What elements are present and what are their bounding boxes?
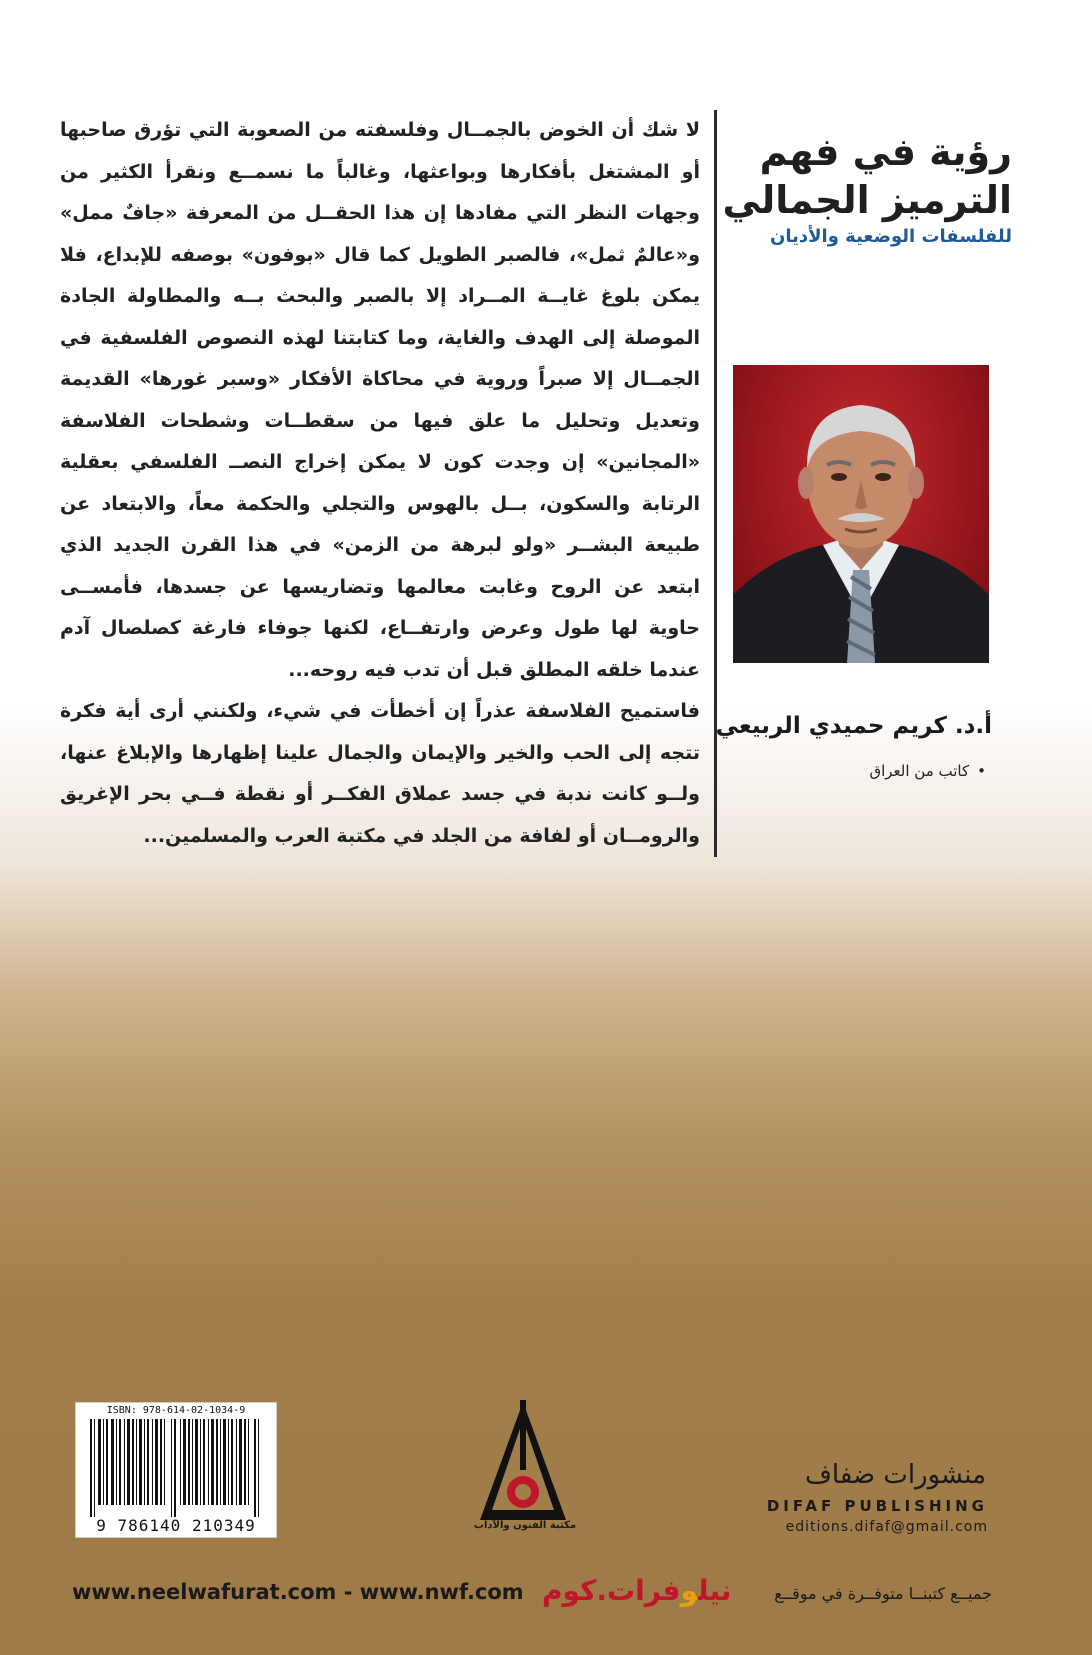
author-portrait-image [733,365,989,663]
publisher-logo-label: مكتبة الفنون والآداب [473,1520,577,1531]
author-origin-text: كاتب من العراق [869,762,970,780]
book-title-line2: الترميز الجمالي [722,178,1012,222]
brand-part-1: نيل [698,1574,732,1607]
book-title-line1: رؤية في فهم [759,130,1012,174]
blurb-text [60,110,717,857]
book-subtitle: للفلسفات الوضعية والأديان [770,226,1012,247]
isbn-barcode [75,1402,277,1538]
isbn-label: ISBN: 978-614-02-1034-9 [106,1405,246,1416]
author-photo [733,365,989,663]
author-origin [869,762,986,780]
publisher-triangle-logo [478,1400,568,1540]
publisher-english-name: DIFAF PUBLISHING [766,1497,988,1515]
brand-part-3: فرات.كوم [542,1574,681,1607]
footer-brand-logo [542,1574,731,1607]
isbn-digits: 9 786140 210349 [96,1516,256,1535]
brand-part-2: و [680,1574,699,1607]
footer [72,1576,992,1612]
bullet-icon: • [977,762,986,780]
publisher-arabic-name: منشورات ضفاف [804,1460,986,1490]
blurb-paragraph-2: فاستميح الفلاسفة عذراً إن أخطأت في شيء، ولكنني أرى أية فكرة تتجه إلى الحب والخير والإيمان والجمال علينا إظهارها والإبلاغ عنها، ولــو كانت ندبة في جسد عملاق الفكــر أو نقطة فــي بحر الإغريق والرومــان أو لفافة من الجلد في مكتبة العرب والمسلمين... [60,700,700,847]
blurb-paragraph-1: لا شك أن الخوض بالجمــال وفلسفته من الصعوبة التي تؤرق صاحبها أو المشتغل بأفكارها وبواعثها، وغالباً ما نسمــع ونقرأ الكثير من وجهات النظر التي مفادها إن هذا الحقــل من المعرفة «جافٌ ممل» و«عالمٌ ثمل»، فالصبر الطويل كما قال «بوفون» بوصفه للإبداع، فلا يمكن بلوغ غايــة المــراد إلا بالصبر والبحث بــه والمطاولة الجادة الموصلة إلى الهدف والغاية، وما كتابتنا لهذه النصوص الفلسفية في الجمــال إلا صبراً وروية في محاكاة الأفكار «وسبر غورها» القديمة وتعديل وتحليل ما علق فيها من سقطــات وشطحات الفلاسفة «المجانين» إن وجدت كون لا يمكن إخراج النصــ الفلسفي بعقلية الرتابة والسكون، بــل بالهوس والتجلي والحكمة معاً، والابتعاد عن طبيعة البشــر «ولو لبرهة من الزمن» في هذا القرن الجديد الذي ابتعد عن الروح وغابت معالمها وتضاريسها عن جسدها، فأمســى حاوية لها طول وعرض وارتفــاع، لكنها جوفاء فارغة كصلصال آدم عندما خلقه المطلق قبل أن تدب فيه روحه... [60,119,700,681]
footer-availability-note: جميــع كتبنــا متوفــرة في موقــع [774,1584,992,1603]
book-title-block [712,128,1012,247]
footer-urls: www.neelwafurat.com - www.nwf.com [72,1580,524,1604]
author-name: أ.د. كريم حميدي الربيعي [715,713,992,739]
publisher-email: editions.difaf@gmail.com [785,1519,988,1535]
